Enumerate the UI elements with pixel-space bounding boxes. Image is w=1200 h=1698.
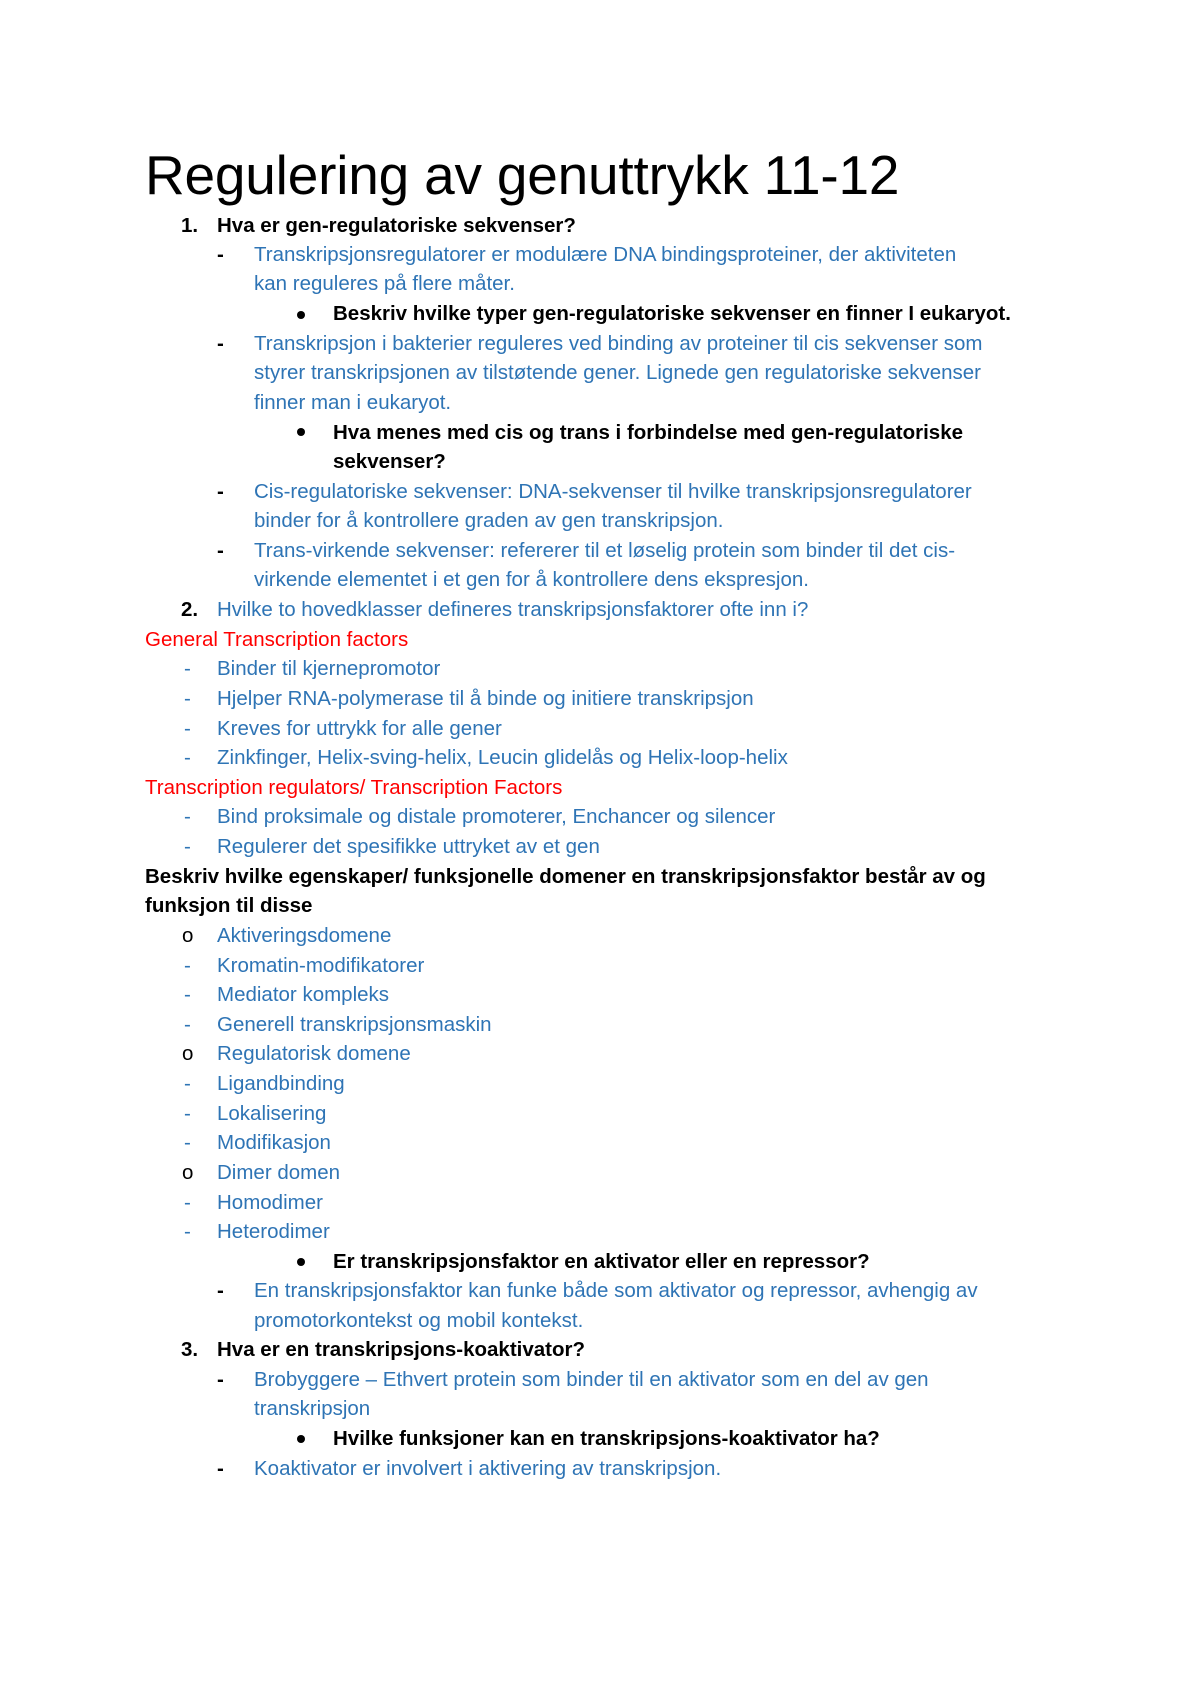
dash-marker: - <box>217 539 224 562</box>
section-heading-regulators: Transcription regulators/ Transcription Factors <box>145 776 563 799</box>
dash-marker: - <box>184 1072 191 1095</box>
dash-marker: - <box>184 1102 191 1125</box>
bullet-icon <box>297 311 305 319</box>
q3-answer2-line1: Koaktivator er involvert i aktivering av transkripsjon. <box>254 1457 722 1480</box>
q2-number: 2. <box>181 598 199 621</box>
domain-item: Ligandbinding <box>217 1072 345 1095</box>
dash-marker: - <box>184 746 191 769</box>
dash-marker: - <box>184 835 191 858</box>
q1-answer4-line2: virkende elementet i et gen for å kontrollere dens ekspresjon. <box>254 568 809 591</box>
q1-number: 1. <box>181 214 199 237</box>
q1-question: Hva er gen-regulatoriske sekvenser? <box>217 214 576 237</box>
q2-question: Hvilke to hovedklasser defineres transkripsjonsfaktorer ofte inn i? <box>217 598 809 621</box>
q1-answer4-line1: Trans-virkende sekvenser: refererer til et løselig protein som binder til det cis- <box>254 539 956 562</box>
q1-sub2-line2: sekvenser? <box>333 450 446 473</box>
domain-item: Homodimer <box>217 1191 323 1214</box>
q3-number: 3. <box>181 1338 199 1361</box>
dash-marker: - <box>184 657 191 680</box>
circle-marker: o <box>182 924 194 947</box>
q1-answer2-line3: finner man i eukaryot. <box>254 391 452 414</box>
domain-item: Mediator kompleks <box>217 983 390 1006</box>
q3-answer1-line2: transkripsjon <box>254 1397 371 1420</box>
q2-answer5-line2: promotorkontekst og mobil kontekst. <box>254 1309 584 1332</box>
circle-marker: o <box>182 1161 194 1184</box>
domain-item: Kromatin-modifikatorer <box>217 954 425 977</box>
section-heading-general: General Transcription factors <box>145 628 409 651</box>
q2-sub3: Er transkripsjonsfaktor en aktivator eller en repressor? <box>333 1250 870 1273</box>
describe-line2: funksjon til disse <box>145 894 313 917</box>
q3-sub1: Hvilke funksjoner kan en transkripsjons-koaktivator ha? <box>333 1427 880 1450</box>
list-item: Regulerer det spesifikke uttryket av et gen <box>217 835 600 858</box>
dash-marker: - <box>184 1191 191 1214</box>
list-item: Kreves for uttrykk for alle gener <box>217 717 502 740</box>
list-item: Zinkfinger, Helix-sving-helix, Leucin glidelås og Helix-loop-helix <box>217 746 788 769</box>
domain-item: Modifikasjon <box>217 1131 331 1154</box>
domain-item: Aktiveringsdomene <box>217 924 392 947</box>
bullet-icon <box>297 428 305 436</box>
dash-marker: - <box>217 332 224 355</box>
dash-marker: - <box>184 954 191 977</box>
dash-marker: - <box>184 1013 191 1036</box>
q1-answer3-line2: binder for å kontrollere graden av gen transkripsjon. <box>254 509 724 532</box>
q1-sub1: Beskriv hvilke typer gen-regulatoriske sekvenser en finner I eukaryot. <box>333 302 1011 325</box>
dash-marker: - <box>217 1279 224 1302</box>
q1-answer3-line1: Cis-regulatoriske sekvenser: DNA-sekvenser til hvilke transkripsjonsregulatorer <box>254 480 972 503</box>
dash-marker: - <box>184 805 191 828</box>
q1-answer2-line1: Transkripsjon i bakterier reguleres ved binding av proteiner til cis sekvenser som <box>254 332 983 355</box>
domain-item: Heterodimer <box>217 1220 330 1243</box>
q3-answer1-line1: Brobyggere – Ethvert protein som binder til en aktivator som en del av gen <box>254 1368 929 1391</box>
q1-answer1-line1: Transkripsjonsregulatorer er modulære DNA bindingsproteiner, der aktiviteten <box>254 243 957 266</box>
domain-item: Generell transkripsjonsmaskin <box>217 1013 492 1036</box>
q1-sub2-line1: Hva menes med cis og trans i forbindelse med gen-regulatoriske <box>333 421 963 444</box>
domain-item: Dimer domen <box>217 1161 341 1184</box>
dash-marker: - <box>184 1220 191 1243</box>
domain-item: Regulatorisk domene <box>217 1042 411 1065</box>
list-item: Hjelper RNA-polymerase til å binde og initiere transkripsjon <box>217 687 754 710</box>
list-item: Bind proksimale og distale promoterer, Enchancer og silencer <box>217 805 776 828</box>
dash-marker: - <box>184 687 191 710</box>
bullet-icon <box>297 1435 305 1443</box>
bullet-icon <box>297 1258 305 1266</box>
q1-answer2-line2: styrer transkripsjonen av tilstøtende gener. Lignede gen regulatoriske sekvenser <box>254 361 982 384</box>
dash-marker: - <box>184 1131 191 1154</box>
q3-question: Hva er en transkripsjons-koaktivator? <box>217 1338 585 1361</box>
dash-marker: - <box>184 983 191 1006</box>
page-title: Regulering av genuttrykk 11-12 <box>145 144 900 206</box>
dash-marker: - <box>217 480 224 503</box>
dash-marker: - <box>217 1457 224 1480</box>
circle-marker: o <box>182 1042 194 1065</box>
q1-answer1-line2: kan reguleres på flere måter. <box>254 272 515 295</box>
dash-marker: - <box>217 243 224 266</box>
describe-line1: Beskriv hvilke egenskaper/ funksjonelle domener en transkripsjonsfaktor består av og <box>145 865 986 888</box>
q2-answer5-line1: En transkripsjonsfaktor kan funke både som aktivator og repressor, avhengig av <box>254 1279 978 1302</box>
dash-marker: - <box>184 717 191 740</box>
domain-item: Lokalisering <box>217 1102 327 1125</box>
dash-marker: - <box>217 1368 224 1391</box>
list-item: Binder til kjernepromotor <box>217 657 441 680</box>
